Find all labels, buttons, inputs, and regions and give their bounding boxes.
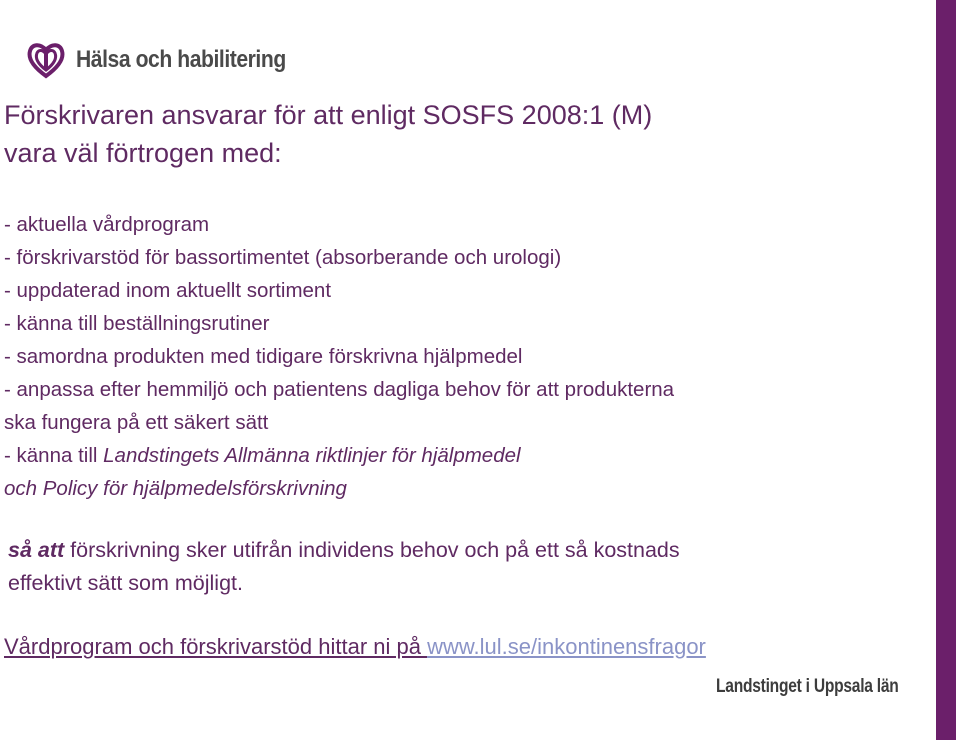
heart-logo-icon — [26, 40, 66, 80]
conclusion-line-2: effektivt sätt som möjligt. — [8, 571, 243, 595]
resources-prefix: Vårdprogram och förskrivarstöd hittar ni på — [4, 634, 428, 659]
guidelines-reference: Landstingets Allmänna riktlinjer för hjälpmedel — [103, 444, 521, 467]
list-item-continuation — [4, 472, 924, 505]
list-item: - anpassa efter hemmiljö och patientens dagliga behov för att produkterna — [4, 378, 675, 401]
conclusion-line-1: förskrivning sker utifrån individens behov och på ett så kostnads — [64, 538, 680, 562]
conclusion-text — [8, 534, 908, 600]
list-item-continuation: ska fungera på ett säkert sätt — [4, 411, 269, 434]
resources-line — [4, 630, 904, 664]
list-item-prefix: - känna till — [4, 444, 104, 467]
logo-text: Hälsa och habilitering — [76, 46, 286, 73]
inkontinens-link[interactable]: www.lul.se/inkontinensfragor — [427, 634, 706, 659]
header-logo — [26, 38, 314, 82]
page-title — [4, 96, 904, 172]
title-line-1: Förskrivaren ansvarar för att enligt SOSFS 2008:1 (M) — [4, 100, 653, 130]
list-item: - samordna produkten med tidigare förskrivna hjälpmedel — [4, 345, 523, 368]
conclusion-emphasis: så att — [8, 538, 65, 562]
lul-logo: Landstinget i Uppsala län — [716, 676, 899, 697]
list-item — [4, 439, 924, 472]
list-item: - uppdaterad inom aktuellt sortiment — [4, 279, 332, 302]
title-line-2: vara väl förtrogen med: — [4, 138, 282, 168]
responsibility-list — [4, 208, 924, 505]
policy-reference: och Policy för hjälpmedelsförskrivning — [4, 477, 347, 500]
list-item: - aktuella vårdprogram — [4, 213, 210, 236]
list-item: - känna till beställningsrutiner — [4, 312, 270, 335]
right-accent-bar — [936, 0, 956, 740]
list-item: - förskrivarstöd för bassortimentet (absorberande och urologi) — [4, 246, 562, 269]
